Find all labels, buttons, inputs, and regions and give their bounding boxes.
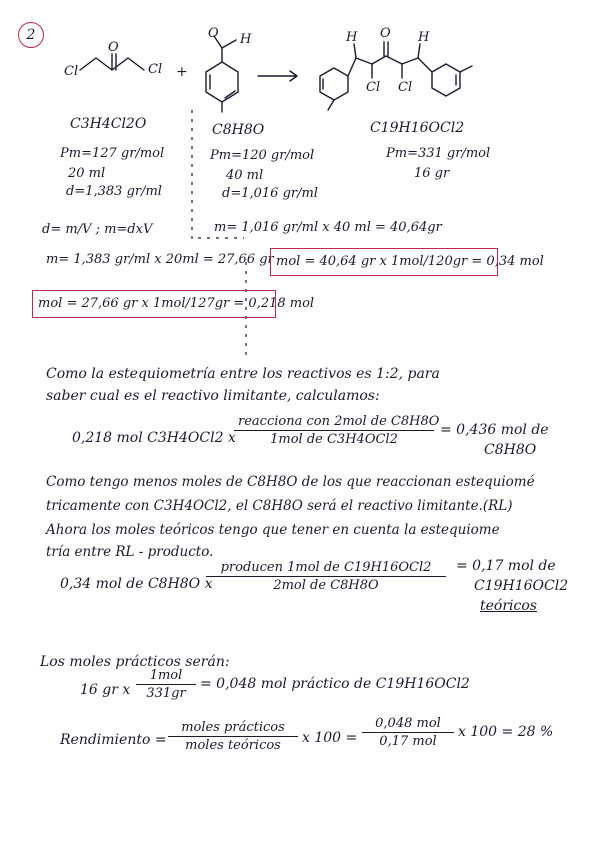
eq2-result-c: teóricos — [480, 598, 537, 614]
eq2-numerator: producen 1mol de C19H16OCl2 — [206, 560, 446, 577]
rend-numerator: moles prácticos — [168, 720, 298, 737]
r2-h: H — [240, 32, 252, 47]
reagent2-dens: d=1,016 gr/ml — [222, 186, 318, 201]
para2-line2: tricamente con C3H4OCl2, el C8H8O será el reactivo limitante.(RL) — [46, 498, 513, 514]
rend-fraction — [168, 720, 298, 753]
mass-reagent1: m= 1,383 gr/ml x 20ml = 27,66 gr — [46, 252, 274, 267]
eq2-denominator: 2mol de C8H8O — [273, 578, 379, 593]
reagent2-pm: Pm=120 gr/mol — [210, 148, 315, 163]
mass-reagent2: m= 1,016 gr/ml x 40 ml = 40,64gr — [214, 220, 442, 235]
eq3-left: 16 gr x — [80, 682, 131, 698]
rend-denominator: moles teóricos — [185, 738, 281, 753]
para2-line4: tría entre RL - producto. — [46, 544, 214, 560]
r2-o: O — [208, 26, 219, 41]
rendimiento-label: Rendimiento = — [60, 732, 167, 748]
reagent1-dens: d=1,383 gr/ml — [66, 184, 162, 199]
p-cl-right: Cl — [398, 80, 413, 95]
eq2-result-a: = 0,17 mol de — [456, 558, 556, 574]
eq1-numerator: reacciona con 2mol de C8H8O — [234, 414, 434, 431]
problem-number: 2 — [18, 22, 44, 48]
density-formula: d= m/V ; m=dxV — [42, 222, 153, 237]
product-mass: 16 gr — [414, 166, 450, 181]
reagent2-formula: C8H8O — [212, 122, 265, 138]
reagent1-vol: 20 ml — [68, 166, 106, 181]
para2-line1: Como tengo menos moles de C8H8O de los que reaccionan estequiomé — [46, 474, 535, 490]
eq3-result: = 0,048 mol práctico de C19H16OCl2 — [200, 676, 470, 692]
eq2-result-b: C19H16OCl2 — [474, 578, 569, 594]
para2-line3: Ahora los moles teóricos tengo que tener en cuenta la estequiome — [46, 522, 500, 538]
eq1-denominator: 1mol de C3H4OCl2 — [270, 432, 398, 447]
mol-reagent1: mol = 27,66 gr x 1mol/127gr = 0,218 mol — [38, 296, 315, 311]
r1-cl-right: Cl — [148, 62, 163, 77]
rend-mid: x 100 = — [302, 730, 358, 746]
r1-cl-left: Cl — [64, 64, 79, 79]
rend-fraction-2 — [362, 716, 454, 749]
eq1-result-b: C8H8O — [484, 442, 537, 458]
p-o: O — [380, 26, 391, 41]
rend-result: x 100 = 28 % — [458, 724, 554, 740]
eq1-fraction — [234, 414, 440, 447]
reagent1-formula: C3H4Cl2O — [70, 116, 147, 132]
eq3-numerator: 1mol — [136, 668, 196, 685]
eq3-denominator: 331gr — [146, 686, 186, 701]
para3: Los moles prácticos serán: — [40, 654, 230, 670]
rend-denominator-2: 0,17 mol — [379, 734, 437, 749]
eq3-fraction — [136, 668, 196, 701]
reagent2-vol: 40 ml — [226, 168, 264, 183]
mol-reagent2: mol = 40,64 gr x 1mol/120gr = 0,34 mol — [276, 254, 544, 269]
eq2-left: 0,34 mol de C8H8O x — [60, 576, 213, 592]
rend-numerator-2: 0,048 mol — [362, 716, 454, 733]
eq2-fraction — [206, 560, 446, 593]
p-cl-left: Cl — [366, 80, 381, 95]
eq1-left: 0,218 mol C3H4OCl2 x — [72, 430, 236, 446]
eq1-result-a: = 0,436 mol de — [440, 422, 549, 438]
reagent1-pm: Pm=127 gr/mol — [60, 146, 165, 161]
r1-o: O — [108, 40, 119, 55]
product-formula: C19H16OCl2 — [370, 120, 465, 136]
p-h-left: H — [346, 30, 358, 45]
p-h-right: H — [418, 30, 430, 45]
para1-line1: Como la estequiometría entre los reactivos es 1:2, para — [46, 366, 440, 382]
plus-sign: + — [176, 64, 188, 80]
para1-line2: saber cual es el reactivo limitante, calculamos: — [46, 388, 380, 404]
product-pm: Pm=331 gr/mol — [386, 146, 491, 161]
